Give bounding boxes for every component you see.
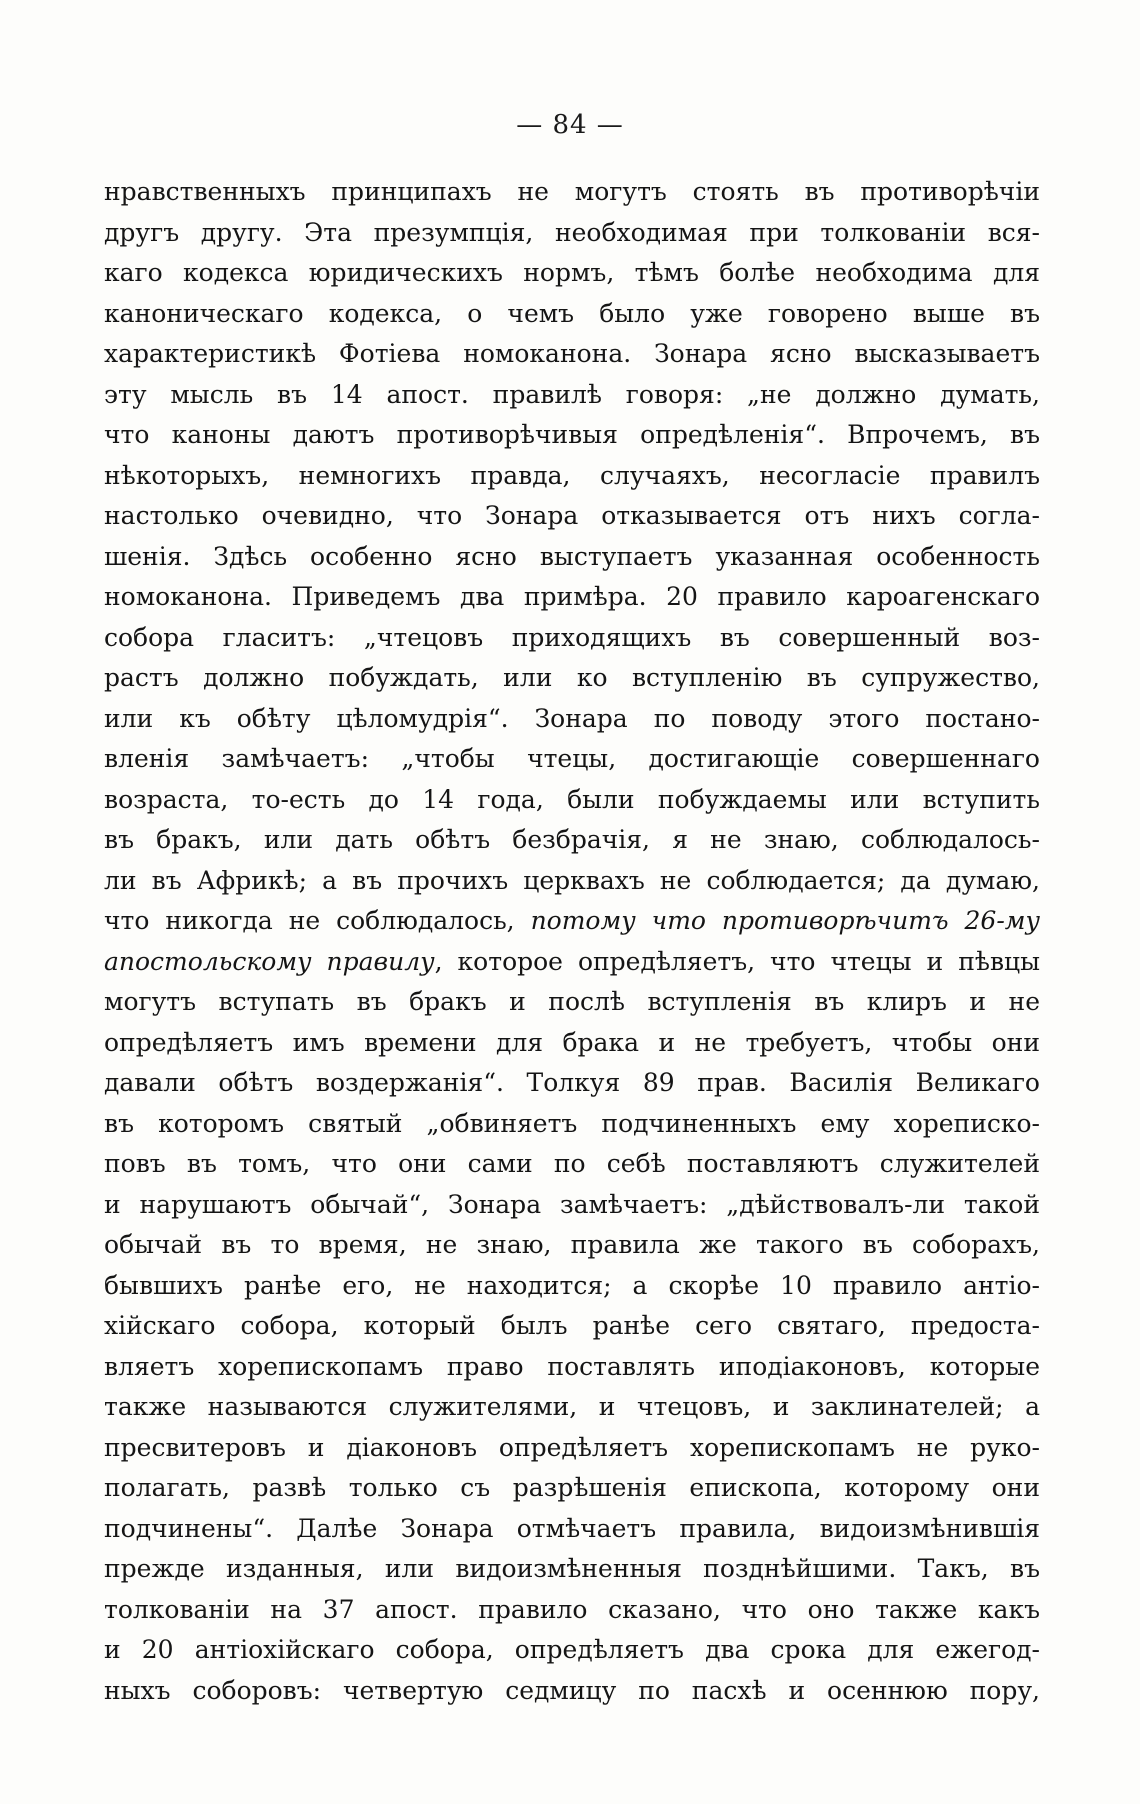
text-line-mixed — [104, 901, 1040, 942]
text-line: каноническаго кодекса, о чемъ было уже говорено выше въ — [104, 298, 1040, 328]
text-line: вленія замѣчаетъ: „чтобы чтецы, достигающіе совершеннаго — [104, 744, 1040, 773]
text-line: также называются служителями, и чтецовъ, и заклинателей; а — [104, 1392, 1040, 1421]
text-line: обычай въ то время, не знаю, правила же такого въ соборахъ, — [104, 1230, 1040, 1259]
text-line: прежде изданныя, или видоизмѣненныя позднѣйшими. Такъ, въ — [104, 1554, 1040, 1583]
text-line: характеристикѣ Фотіева номоканона. Зонара ясно высказываетъ — [104, 339, 1040, 368]
text-line: хійскаго собора, который былъ ранѣе сего святаго, предоста- — [104, 1311, 1040, 1340]
text-line: въ которомъ святый „обвиняетъ подчиненныхъ ему хореписко- — [104, 1108, 1040, 1138]
text-italic-segment: апостольскому правилу — [104, 946, 435, 976]
text-plain-segment: , которое опредѣляетъ, что чтецы и пѣвцы — [434, 946, 1040, 976]
text-line: бывшихъ ранѣе его, не находится; а скорѣе 10 правило антіо- — [104, 1270, 1040, 1300]
text-line: въ бракъ, или дать обѣтъ безбрачія, я не знаю, соблюдалось- — [104, 825, 1040, 854]
text-line: полагать, развѣ только съ разрѣшенія епископа, которому они — [104, 1473, 1040, 1502]
text-line: каго кодекса юридическихъ нормъ, тѣмъ болѣе необходима для — [104, 258, 1040, 287]
text-line: настолько очевидно, что Зонара отказывается отъ нихъ согла- — [104, 501, 1040, 530]
text-line: растъ должно побуждать, или ко вступленію въ супружество, — [104, 663, 1040, 692]
text-line: ли въ Африкѣ; а въ прочихъ церквахъ не соблюдается; да думаю, — [104, 865, 1040, 895]
text-line: вляетъ хорепископамъ право поставлять иподіаконовъ, которые — [104, 1351, 1040, 1381]
text-line: возраста, то-есть до 14 года, были побуждаемы или вступить — [104, 784, 1040, 814]
text-line: собора гласитъ: „чтецовъ приходящихъ въ совершенный воз- — [104, 622, 1040, 652]
text-line: что каноны даютъ противорѣчивыя опредѣленія“. Впрочемъ, въ — [104, 420, 1040, 449]
text-line: и нарушаютъ обычай“, Зонара замѣчаетъ: „дѣйствовалъ-ли такой — [104, 1189, 1040, 1219]
text-line: повъ въ томъ, что они сами по себѣ поставляютъ служителей — [104, 1149, 1040, 1178]
text-line: могутъ вступать въ бракъ и послѣ вступленія въ клиръ и не — [104, 987, 1040, 1016]
text-line: нравственныхъ принципахъ не могутъ стоять въ противорѣчіи — [104, 177, 1040, 206]
text-italic-segment: потому что противорѣчитъ 26-му — [530, 906, 1040, 935]
text-line: пресвитеровъ и діаконовъ опредѣляетъ хорепископамъ не руко- — [104, 1432, 1040, 1462]
text-line: эту мысль въ 14 апост. правилѣ говоря: „не должно думать, — [104, 379, 1040, 409]
text-plain-segment: что никогда не соблюдалось, — [104, 906, 531, 935]
text-line: и 20 антіохійскаго собора, опредѣляетъ два срока для ежегод- — [104, 1635, 1040, 1664]
text-line: толкованіи на 37 апост. правило сказано, что оно также какъ — [104, 1594, 1040, 1624]
text-line: или къ обѣту цѣломудрія“. Зонара по поводу этого постано- — [104, 703, 1040, 733]
text-line: другъ другу. Эта презумпція, необходимая при толкованіи вся- — [104, 217, 1040, 247]
text-line: давали обѣтъ воздержанія“. Толкуя 89 прав. Василія Великаго — [104, 1068, 1040, 1097]
text-line: номоканона. Приведемъ два примѣра. 20 правило кароагенскаго — [104, 582, 1040, 611]
text-line: шенія. Здѣсь особенно ясно выступаетъ указанная особенность — [104, 541, 1040, 571]
body-text — [104, 172, 1040, 1711]
text-line: нѣкоторыхъ, немногихъ правда, случаяхъ, несогласіе правилъ — [104, 460, 1040, 490]
text-line: опредѣляетъ имъ времени для брака и не требуетъ, чтобы они — [104, 1027, 1040, 1057]
text-line: ныхъ соборовъ: четвертую седмицу по пасхѣ и осеннюю пору, — [104, 1675, 1040, 1705]
text-line: подчинены“. Далѣе Зонара отмѣчаетъ правила, видоизмѣнившія — [104, 1513, 1040, 1543]
text-line-mixed — [104, 942, 1040, 983]
page-number: — 84 — — [516, 110, 624, 140]
